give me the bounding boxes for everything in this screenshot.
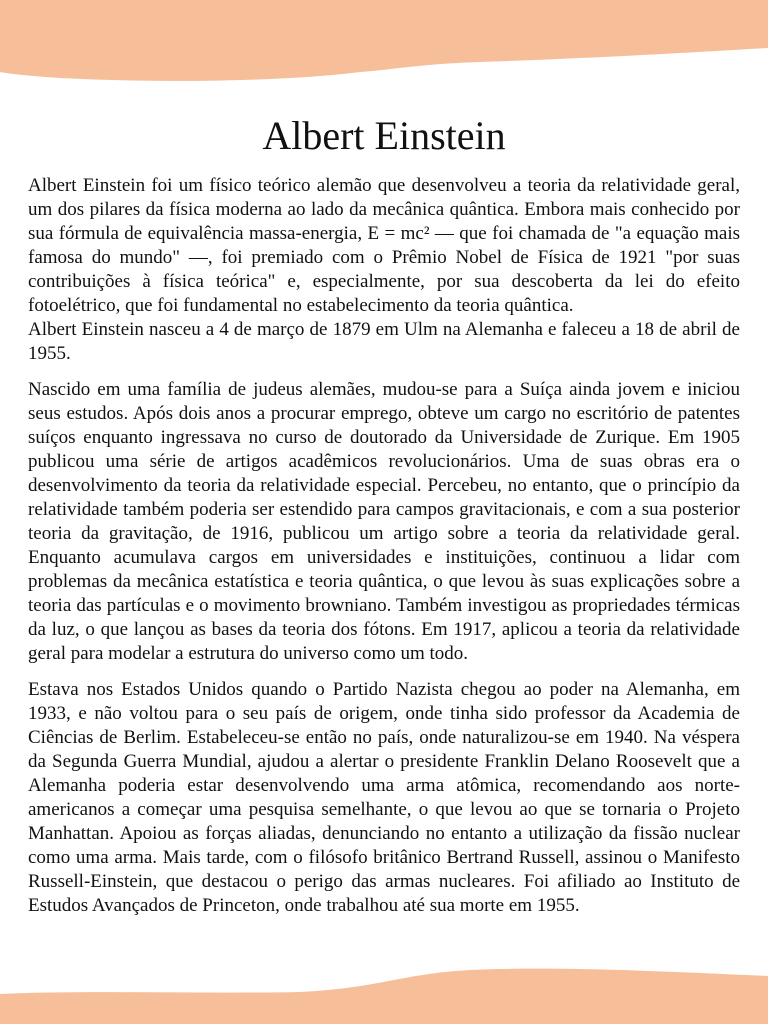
paragraph-birth: Albert Einstein nasceu a 4 de março de 1879 em Ulm na Alemanha e faleceu a 18 de abril de 1955. (28, 319, 740, 364)
page-title: Albert Einstein (262, 113, 506, 158)
bottom-wave-shape (0, 969, 768, 1024)
paragraph-career: Nascido em uma família de judeus alemães, mudou-se para a Suíça ainda jovem e iniciou seus estudos. Após dois anos a procurar emprego, obteve um cargo no escritório de patentes suíços enquanto ingressava no curso de doutorado da Universidade de Zurique. Em 1905 publicou uma série de artigos acadêmicos revolucionários. Uma de suas obras era o desenvolvimento da teoria da relatividade especial. Percebeu, no entanto, que o princípio da relatividade também poderia ser estendido para campos gravitacionais, e com a sua posterior teoria da gravitação, de 1916, publicou um artigo sobre a teoria da relatividade geral. Enquanto acumulava cargos em universidades e instituições, continuou a lidar com problemas da mecânica estatística e teoria quântica, o que levou às suas explicações sobre a teoria das partículas e o movimento browniano. Também investigou as propriedades térmicas da luz, o que lançou as bases da teoria dos fótons. Em 1917, aplicou a teoria da relatividade geral para modelar a estrutura do universo como um todo. (28, 379, 740, 664)
paragraph-later-life: Estava nos Estados Unidos quando o Partido Nazista chegou ao poder na Alemanha, em 1933, e não voltou para o seu país de origem, onde tinha sido professor da Academia de Ciências de Berlim. Estabeleceu-se então no país, onde naturalizou-se em 1940. Na véspera da Segunda Guerra Mundial, ajudou a alertar o presidente Franklin Delano Roosevelt que a Alemanha poderia estar desenvolvendo uma arma atômica, recomendando aos norte-americanos a começar uma pesquisa semelhante, o que levou ao que se tornaria o Projeto Manhattan. Apoiou as forças aliadas, denunciando no entanto a utilização da fissão nuclear como uma arma. Mais tarde, com o filósofo britânico Bertrand Russell, assinou o Manifesto Russell-Einstein, que destacou o perigo das armas nucleares. Foi afiliado ao Instituto de Estudos Avançados de Princeton, onde trabalhou até sua morte em 1955. (28, 679, 740, 916)
top-wave-decoration (0, 0, 768, 90)
paragraph-intro: Albert Einstein foi um físico teórico alemão que desenvolveu a teoria da relatividade geral, um dos pilares da física moderna ao lado da mecânica quântica. Embora mais conhecido por sua fórmula de equivalência massa-energia, E = mc² — que foi chamada de "a equação mais famosa do mundo" —, foi premiado com o Prêmio Nobel de Física de 1921 "por suas contribuições à física teórica" e, especialmente, por sua descoberta da lei do efeito fotoelétrico, que foi fundamental no estabelecimento da teoria quântica. (28, 175, 740, 316)
bottom-wave-decoration (0, 964, 768, 1024)
top-wave-shape (0, 0, 768, 81)
document-body (28, 108, 740, 918)
